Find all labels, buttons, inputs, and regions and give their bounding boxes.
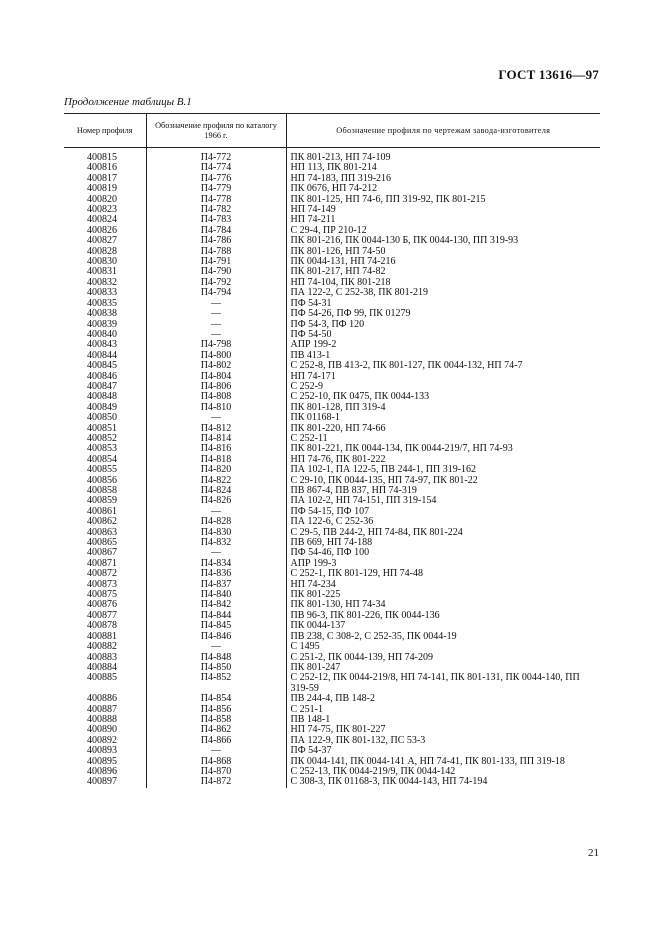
table-row: [64, 372, 600, 382]
table-row: [64, 673, 600, 694]
cell-profile-number: 400843: [87, 339, 117, 351]
table-row: [64, 424, 600, 434]
cell-profile-number: 400840: [87, 328, 117, 340]
cell-profile-number: 400819: [87, 183, 117, 195]
cell-factory-designation: С 252-10, ПК 0475, ПК 0044-133: [286, 392, 600, 402]
cell-profile-number: 400878: [87, 620, 117, 632]
cell-catalog-designation: —: [146, 330, 286, 340]
cell-factory-designation: НП 74-171: [286, 372, 600, 382]
cell-catalog-designation: —: [146, 320, 286, 330]
cell-profile-number: 400827: [87, 235, 117, 247]
cell-catalog-designation: П4-783: [146, 215, 286, 225]
cell-catalog-designation: П4-798: [146, 340, 286, 350]
cell-profile-number: 400850: [87, 412, 117, 424]
cell-profile-number: 400858: [87, 485, 117, 496]
cell-profile-number: 400872: [87, 568, 117, 580]
cell-factory-designation: ПК 01168-1: [286, 413, 600, 423]
cell-catalog-designation: П4-774: [146, 163, 286, 173]
cell-factory-designation: ПА 122-6, С 252-36: [286, 517, 600, 527]
cell-profile-number: 400838: [87, 308, 117, 320]
table-row: [64, 694, 600, 704]
cell-catalog-designation: П4-816: [146, 444, 286, 454]
cell-factory-designation: ПВ 867-4, ПВ 837, НП 74-319: [286, 486, 600, 496]
cell-factory-designation: С 252-13, ПК 0044-219/9, ПК 0044-142: [286, 767, 600, 777]
cell-factory-designation: ПВ 413-1: [286, 351, 600, 361]
cell-profile-number: 400862: [87, 516, 117, 528]
cell-catalog-designation: П4-804: [146, 372, 286, 382]
cell-catalog-designation: П4-810: [146, 403, 286, 413]
cell-catalog-designation: П4-870: [146, 767, 286, 777]
cell-profile-number: 400826: [87, 224, 117, 236]
cell-profile-number: 400817: [87, 172, 117, 184]
cell-factory-designation: АПР 199-2: [286, 340, 600, 350]
cell-catalog-designation: П4-858: [146, 715, 286, 725]
cell-profile-number: 400873: [87, 578, 117, 590]
cell-catalog-designation: П4-846: [146, 632, 286, 642]
cell-profile-number: 400876: [87, 599, 117, 611]
cell-factory-designation: ПА 102-1, ПА 122-5, ПВ 244-1, ПП 319-162: [286, 465, 600, 475]
cell-profile-number: 400855: [87, 464, 117, 476]
cell-catalog-designation: П4-848: [146, 653, 286, 663]
cell-profile-number: 400839: [87, 318, 117, 330]
cell-factory-designation: НП 74-149: [286, 205, 600, 215]
cell-profile-number: 400831: [87, 266, 117, 278]
cell-profile-number: 400877: [87, 609, 117, 621]
cell-catalog-designation: П4-772: [146, 148, 286, 164]
cell-catalog-designation: —: [146, 299, 286, 309]
cell-factory-designation: С 251-2, ПК 0044-139, НП 74-209: [286, 653, 600, 663]
cell-catalog-designation: П4-792: [146, 278, 286, 288]
profile-table: [64, 113, 600, 788]
cell-catalog-designation: П4-828: [146, 517, 286, 527]
cell-factory-designation: ПВ 96-3, ПК 801-226, ПК 0044-136: [286, 611, 600, 621]
cell-catalog-designation: П4-822: [146, 476, 286, 486]
cell-catalog-designation: —: [146, 507, 286, 517]
cell-catalog-designation: —: [146, 413, 286, 423]
cell-factory-designation: ПВ 148-1: [286, 715, 600, 725]
cell-catalog-designation: П4-818: [146, 455, 286, 465]
table-row: [64, 148, 600, 164]
cell-factory-designation: С 29-5, ПВ 244-2, НП 74-84, ПК 801-224: [286, 528, 600, 538]
cell-catalog-designation: П4-794: [146, 288, 286, 298]
cell-catalog-designation: П4-850: [146, 663, 286, 673]
cell-factory-designation: ПВ 669, НП 74-188: [286, 538, 600, 548]
cell-catalog-designation: П4-791: [146, 257, 286, 267]
cell-factory-designation: ПК 801-213, НП 74-109: [286, 148, 600, 164]
cell-factory-designation: ПК 801-225: [286, 590, 600, 600]
cell-factory-designation: ПК 801-126, НП 74-50: [286, 247, 600, 257]
cell-factory-designation: ПК 801-220, НП 74-66: [286, 424, 600, 434]
cell-profile-number: 400890: [87, 724, 117, 736]
cell-catalog-designation: П4-852: [146, 673, 286, 694]
cell-factory-designation: ПВ 244-4, ПВ 148-2: [286, 694, 600, 704]
cell-catalog-designation: П4-808: [146, 392, 286, 402]
cell-profile-number: 400867: [87, 547, 117, 559]
cell-catalog-designation: П4-866: [146, 736, 286, 746]
cell-factory-designation: ПК 801-216, ПК 0044-130 Б, ПК 0044-130, ПП 319-93: [286, 236, 600, 246]
cell-catalog-designation: П4-868: [146, 757, 286, 767]
cell-factory-designation: НП 74-234: [286, 580, 600, 590]
cell-catalog-designation: П4-814: [146, 434, 286, 444]
cell-profile-number: 400853: [87, 443, 117, 455]
cell-profile-number: 400823: [87, 204, 117, 216]
cell-profile-number: 400882: [87, 641, 117, 653]
cell-catalog-designation: П4-862: [146, 725, 286, 735]
cell-profile-number: 400820: [87, 193, 117, 205]
cell-profile-number: 400895: [87, 755, 117, 767]
cell-factory-designation: ПФ 54-46, ПФ 100: [286, 548, 600, 558]
cell-factory-designation: С 252-12, ПК 0044-219/8, НП 74-141, ПК 801-131, ПК 0044-140, ПП 319-59: [286, 673, 600, 694]
cell-catalog-designation: П4-834: [146, 559, 286, 569]
cell-catalog-designation: П4-800: [146, 351, 286, 361]
cell-factory-designation: ПК 0044-137: [286, 621, 600, 631]
cell-factory-designation: НП 113, ПК 801-214: [286, 163, 600, 173]
cell-catalog-designation: П4-854: [146, 694, 286, 704]
cell-profile-number: 400846: [87, 370, 117, 382]
cell-factory-designation: ПК 801-128, ПП 319-4: [286, 403, 600, 413]
cell-factory-designation: С 308-3, ПК 01168-3, ПК 0044-143, НП 74-194: [286, 777, 600, 787]
cell-factory-designation: АПР 199-3: [286, 559, 600, 569]
cell-profile-number: 400844: [87, 349, 117, 361]
cell-catalog-designation: П4-842: [146, 600, 286, 610]
cell-factory-designation: С 252-1, ПК 801-129, НП 74-48: [286, 569, 600, 579]
cell-profile-number: 400885: [87, 672, 117, 684]
cell-profile-number: 400871: [87, 557, 117, 569]
cell-profile-number: 400816: [87, 162, 117, 174]
cell-profile-number: 400884: [87, 661, 117, 673]
cell-factory-designation: С 252-9: [286, 382, 600, 392]
cell-catalog-designation: П4-812: [146, 424, 286, 434]
cell-profile-number: 400865: [87, 537, 117, 549]
cell-catalog-designation: П4-845: [146, 621, 286, 631]
cell-catalog-designation: П4-778: [146, 195, 286, 205]
cell-factory-designation: ПК 801-125, НП 74-6, ПП 319-92, ПК 801-215: [286, 195, 600, 205]
cell-profile-number: 400875: [87, 589, 117, 601]
cell-profile-number: 400815: [87, 152, 117, 163]
cell-profile-number: 400883: [87, 651, 117, 663]
cell-factory-designation: ПК 801-130, НП 74-34: [286, 600, 600, 610]
cell-factory-designation: ПА 122-9, ПК 801-132, ПС 53-3: [286, 736, 600, 746]
cell-catalog-designation: П4-872: [146, 777, 286, 787]
cell-profile-number: 400887: [87, 703, 117, 715]
cell-catalog-designation: П4-826: [146, 496, 286, 506]
table-row: [64, 642, 600, 652]
table-body: [64, 148, 600, 788]
cell-factory-designation: НП 74-211: [286, 215, 600, 225]
cell-catalog-designation: П4-779: [146, 184, 286, 194]
cell-factory-designation: НП 74-104, ПК 801-218: [286, 278, 600, 288]
cell-profile-number: 400861: [87, 505, 117, 517]
cell-profile-number: 400852: [87, 432, 117, 444]
cell-profile-number: 400833: [87, 287, 117, 299]
cell-profile-number: 400851: [87, 422, 117, 434]
cell-profile-number: 400830: [87, 256, 117, 268]
cell-profile-number: 400897: [87, 776, 117, 788]
column-header-profile-number: Номер профиля: [64, 114, 146, 148]
cell-factory-designation: ПК 0676, НП 74-212: [286, 184, 600, 194]
cell-factory-designation: ПФ 54-31: [286, 299, 600, 309]
cell-factory-designation: С 29-4, ПР 210-12: [286, 226, 600, 236]
cell-profile-number: 400832: [87, 276, 117, 288]
cell-profile-number: 400835: [87, 297, 117, 309]
cell-catalog-designation: П4-832: [146, 538, 286, 548]
cell-catalog-designation: П4-786: [146, 236, 286, 246]
cell-factory-designation: С 1495: [286, 642, 600, 652]
cell-catalog-designation: П4-836: [146, 569, 286, 579]
cell-profile-number: 400893: [87, 745, 117, 757]
cell-catalog-designation: П4-824: [146, 486, 286, 496]
cell-catalog-designation: П4-782: [146, 205, 286, 215]
table-row: [64, 309, 600, 319]
cell-catalog-designation: —: [146, 746, 286, 756]
cell-factory-designation: С 251-1: [286, 705, 600, 715]
page-number: 21: [588, 847, 599, 859]
cell-factory-designation: ПФ 54-15, ПФ 107: [286, 507, 600, 517]
cell-profile-number: 400896: [87, 765, 117, 777]
cell-profile-number: 400847: [87, 380, 117, 392]
cell-profile-number: 400824: [87, 214, 117, 226]
table-row: [64, 320, 600, 330]
document-code: ГОСТ 13616—97: [498, 67, 599, 82]
cell-catalog-designation: П4-776: [146, 174, 286, 184]
column-header-catalog-1966: Обозначение профиля по каталогу 1966 г.: [146, 114, 286, 148]
cell-profile-number: 400881: [87, 630, 117, 642]
cell-profile-number: 400892: [87, 734, 117, 746]
table-caption: Продолжение таблицы В.1: [64, 96, 192, 108]
cell-profile-number: 400848: [87, 391, 117, 403]
cell-profile-number: 400845: [87, 360, 117, 372]
cell-factory-designation: ПК 801-217, НП 74-82: [286, 267, 600, 277]
cell-factory-designation: НП 74-75, ПК 801-227: [286, 725, 600, 735]
cell-factory-designation: НП 74-183, ПП 319-216: [286, 174, 600, 184]
cell-catalog-designation: П4-806: [146, 382, 286, 392]
cell-factory-designation: ПК 0044-141, ПК 0044-141 А, НП 74-41, ПК 801-133, ПП 319-18: [286, 757, 600, 767]
cell-factory-designation: ПК 801-221, ПК 0044-134, ПК 0044-219/7, НП 74-93: [286, 444, 600, 454]
cell-catalog-designation: П4-802: [146, 361, 286, 371]
cell-profile-number: 400859: [87, 495, 117, 507]
table-row: [64, 632, 600, 642]
cell-catalog-designation: —: [146, 548, 286, 558]
cell-factory-designation: С 29-10, ПК 0044-135, НП 74-97, ПК 801-22: [286, 476, 600, 486]
cell-catalog-designation: П4-856: [146, 705, 286, 715]
cell-factory-designation: ПФ 54-26, ПФ 99, ПК 01279: [286, 309, 600, 319]
cell-profile-number: 400849: [87, 401, 117, 413]
cell-catalog-designation: П4-820: [146, 465, 286, 475]
cell-profile-number: 400856: [87, 474, 117, 486]
cell-factory-designation: ПФ 54-37: [286, 746, 600, 756]
table-row: [64, 746, 600, 756]
table-row: [64, 777, 600, 787]
cell-profile-number: 400863: [87, 526, 117, 538]
table-row: [64, 340, 600, 350]
cell-profile-number: 400886: [87, 693, 117, 705]
cell-factory-designation: ПФ 54-50: [286, 330, 600, 340]
cell-factory-designation: ПК 0044-131, НП 74-216: [286, 257, 600, 267]
table-row: [64, 736, 600, 746]
cell-factory-designation: ПВ 238, С 308-2, С 252-35, ПК 0044-19: [286, 632, 600, 642]
cell-profile-number: 400854: [87, 453, 117, 465]
cell-catalog-designation: П4-840: [146, 590, 286, 600]
cell-catalog-designation: П4-837: [146, 580, 286, 590]
cell-catalog-designation: —: [146, 642, 286, 652]
table-row: [64, 361, 600, 371]
cell-catalog-designation: П4-844: [146, 611, 286, 621]
cell-factory-designation: С 252-8, ПВ 413-2, ПК 801-127, ПК 0044-132, НП 74-7: [286, 361, 600, 371]
cell-catalog-designation: П4-830: [146, 528, 286, 538]
table-row: [64, 413, 600, 423]
cell-factory-designation: ПФ 54-3, ПФ 120: [286, 320, 600, 330]
cell-catalog-designation: П4-784: [146, 226, 286, 236]
cell-factory-designation: НП 74-76, ПК 801-222: [286, 455, 600, 465]
cell-catalog-designation: П4-790: [146, 267, 286, 277]
cell-profile-number: 400888: [87, 713, 117, 725]
cell-profile-number: 400828: [87, 245, 117, 257]
cell-factory-designation: ПК 801-247: [286, 663, 600, 673]
cell-factory-designation: ПА 122-2, С 252-38, ПК 801-219: [286, 288, 600, 298]
table-header-row: [64, 114, 600, 148]
cell-catalog-designation: П4-788: [146, 247, 286, 257]
cell-catalog-designation: —: [146, 309, 286, 319]
table-row: [64, 705, 600, 715]
cell-factory-designation: ПА 102-2, НП 74-151, ПП 319-154: [286, 496, 600, 506]
table-row: [64, 288, 600, 298]
column-header-factory-drawing: Обозначение профиля по чертежам завода-изготовителя: [286, 114, 600, 148]
cell-factory-designation: С 252-11: [286, 434, 600, 444]
